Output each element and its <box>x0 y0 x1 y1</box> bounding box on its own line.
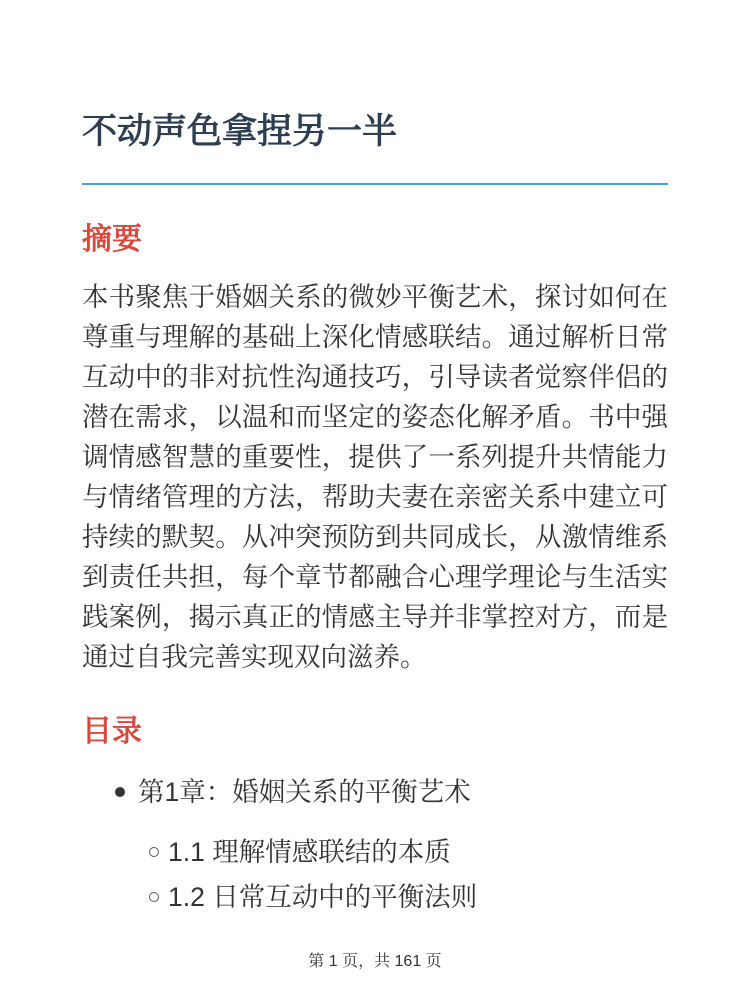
bullet-disc-icon <box>115 787 125 797</box>
bullet-circle-icon <box>149 847 159 857</box>
bullet-circle-icon <box>149 892 159 902</box>
toc-chapter-item <box>82 772 668 917</box>
toc-section-item <box>138 877 668 917</box>
toc-heading: 目录 <box>82 715 142 748</box>
toc-section-label: 1.1 理解情感联结的本质 <box>168 837 451 867</box>
toc-section-item <box>138 832 668 872</box>
abstract-text: 本书聚焦于婚姻关系的微妙平衡艺术，探讨如何在尊重与理解的基础上深化情感联结。通过解析日常互动中的非对抗性沟通技巧，引导读者觉察伴侣的潜在需求，以温和而坚定的姿态化解矛盾。书中强调情感智慧的重要性，提供了一系列提升共情能力与情绪管理的方法，帮助夫妻在亲密关系中建立可持续的默契。从冲突预防到共同成长，从激情维系到责任共担，每个章节都融合心理学理论与生活实践案例，揭示真正的情感主导并非掌控对方，而是通过自我完善实现双向滋养。 <box>82 282 668 672</box>
toc-chapter-label: 第1章：婚姻关系的平衡艺术 <box>138 777 471 807</box>
toc-section-label: 1.2 日常互动中的平衡法则 <box>168 882 478 912</box>
page-number: 第 1 页，共 161 页 <box>308 953 442 970</box>
toc-list <box>82 772 668 917</box>
abstract-heading: 摘要 <box>82 223 142 256</box>
toc-sublist <box>138 832 668 917</box>
page-title: 不动声色拿捏另一半 <box>82 111 668 185</box>
